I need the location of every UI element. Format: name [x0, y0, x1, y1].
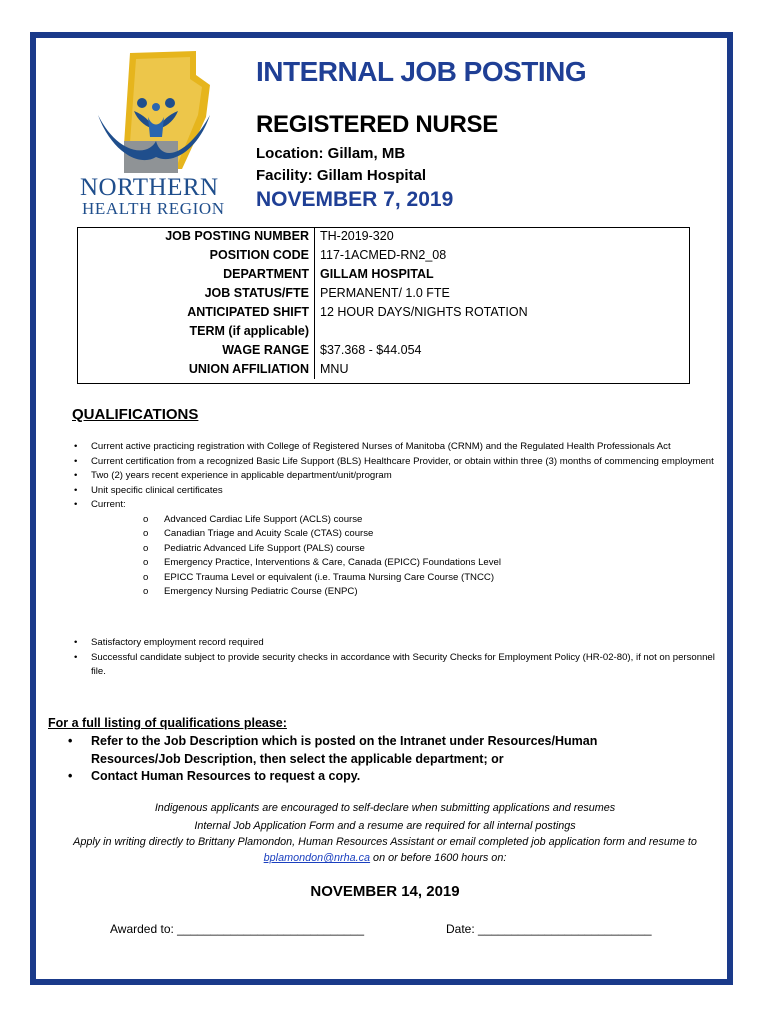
- qualification-text: Satisfactory employment record required: [91, 637, 264, 648]
- table-row: [77, 360, 690, 379]
- apply-email-line: [40, 852, 730, 864]
- row-value: 12 HOUR DAYS/NIGHTS ROTATION: [315, 303, 691, 322]
- qualification-text: Unit specific clinical certificates: [91, 484, 223, 496]
- certification-text: Canadian Triage and Acuity Scale (CTAS) course: [164, 528, 374, 539]
- table-row: [77, 322, 690, 341]
- bullet-icon: •: [74, 441, 78, 452]
- certification-text: Advanced Cardiac Life Support (ACLS) course: [164, 513, 363, 525]
- logo-wordmark-health-region: HEALTH REGION: [82, 199, 225, 218]
- row-value: [315, 322, 691, 341]
- list-item: [143, 571, 717, 586]
- list-item: [72, 498, 717, 600]
- current-certifications-list: [91, 513, 717, 600]
- instruction-text: Refer to the Job Description which is posted on the Intranet under Resources/Human Resources/Job Description, then select the applicable department; or: [91, 734, 598, 766]
- qualification-text: Successful candidate subject to provide security checks in accordance with Security Checks for Employment Policy (HR-02-80), if not on personnel file.: [91, 651, 715, 677]
- qualification-text: Two (2) years recent experience in applicable department/unit/program: [91, 470, 392, 481]
- row-value: PERMANENT/ 1.0 FTE: [315, 284, 691, 303]
- bullet-icon: •: [74, 470, 78, 481]
- row-label: POSITION CODE: [209, 248, 309, 262]
- row-label: WAGE RANGE: [222, 343, 309, 357]
- list-item: [72, 651, 717, 680]
- list-item: [66, 768, 686, 786]
- table-row: [77, 227, 690, 246]
- row-value: $37.368 - $44.054: [315, 341, 691, 360]
- row-label: DEPARTMENT: [223, 267, 309, 281]
- bullet-icon: •: [68, 769, 73, 783]
- list-item: [72, 484, 717, 499]
- certification-text: Emergency Practice, Interventions & Care, Canada (EPICC) Foundations Level: [164, 557, 502, 568]
- bullet-icon: •: [74, 651, 78, 663]
- row-label: UNION AFFILIATION: [188, 362, 309, 376]
- circle-bullet-icon: o: [143, 528, 149, 539]
- job-info-table: [77, 227, 690, 379]
- list-item: [72, 469, 717, 484]
- row-value: GILLAM HOSPITAL: [315, 265, 691, 284]
- row-value: TH-2019-320: [315, 227, 691, 246]
- bullet-icon: •: [74, 455, 78, 467]
- qualification-text: Current active practicing registration with College of Registered Nurses of Manitoba (CRNM) and the Regulated Health Professionals Act: [91, 441, 671, 452]
- table-row: [77, 284, 690, 303]
- qualifications-heading: QUALIFICATIONS: [72, 406, 199, 423]
- qualification-text: Current:: [91, 499, 126, 510]
- circle-bullet-icon: o: [143, 586, 149, 597]
- list-item: [143, 513, 717, 528]
- full-listing-list: [66, 733, 686, 786]
- list-item: [143, 585, 717, 600]
- closing-date: NOVEMBER 14, 2019: [310, 883, 460, 900]
- circle-bullet-icon: o: [143, 513, 149, 525]
- full-listing-heading: For a full listing of qualifications please:: [48, 716, 287, 730]
- circle-bullet-icon: o: [143, 571, 149, 583]
- qualifications-list-continued: [72, 636, 717, 680]
- instruction-text: Contact Human Resources to request a copy.: [91, 769, 361, 783]
- table-row: [77, 341, 690, 360]
- date-field: Date: __________________________: [446, 922, 652, 936]
- row-label: JOB STATUS/FTE: [204, 286, 309, 300]
- apply-deadline-text: on or before 1600 hours on:: [370, 852, 507, 864]
- application-requirement-note: Internal Job Application Form and a resume are required for all internal postings: [194, 820, 576, 832]
- posting-title: INTERNAL JOB POSTING: [256, 56, 587, 87]
- list-item: [143, 556, 717, 571]
- certification-text: EPICC Trauma Level or equivalent (i.e. Trauma Nursing Care Course (TNCC): [164, 571, 495, 583]
- qualifications-list: [72, 440, 717, 600]
- list-item: [143, 527, 717, 542]
- row-label: TERM (if applicable): [189, 324, 309, 338]
- logo-wordmark-northern: NORTHERN: [80, 174, 219, 201]
- list-item: [143, 542, 717, 557]
- bullet-icon: •: [74, 499, 78, 510]
- job-location: Location: Gillam, MB: [256, 145, 406, 162]
- table-row: [77, 265, 690, 284]
- circle-bullet-icon: o: [143, 542, 149, 554]
- list-item: [72, 440, 717, 455]
- job-facility: Facility: Gillam Hospital: [256, 167, 427, 184]
- job-role: REGISTERED NURSE: [256, 111, 498, 138]
- row-value: MNU: [315, 360, 691, 379]
- apply-instructions: Apply in writing directly to Brittany Plamondon, Human Resources Assistant or email completed job application form and resume to: [73, 836, 697, 848]
- awarded-to-field: Awarded to: ____________________________: [110, 922, 365, 936]
- certification-text: Emergency Nursing Pediatric Course (ENPC): [164, 586, 358, 597]
- list-item: [72, 636, 717, 651]
- table-row: [77, 303, 690, 322]
- row-label: JOB POSTING NUMBER: [165, 229, 309, 243]
- indigenous-note: Indigenous applicants are encouraged to self-declare when submitting applications and resumes: [154, 802, 616, 814]
- bullet-icon: •: [74, 637, 78, 648]
- posting-date: NOVEMBER 7, 2019: [256, 188, 454, 211]
- row-value: 117-1ACMED-RN2_08: [315, 246, 691, 265]
- certification-text: Pediatric Advanced Life Support (PALS) course: [164, 542, 365, 554]
- bullet-icon: •: [74, 484, 78, 496]
- list-item: [66, 733, 686, 768]
- table-row: [77, 246, 690, 265]
- circle-bullet-icon: o: [143, 557, 149, 568]
- bullet-icon: •: [68, 734, 73, 748]
- row-label: ANTICIPATED SHIFT: [187, 305, 309, 319]
- email-link[interactable]: bplamondon@nrha.ca: [263, 852, 371, 864]
- qualification-text: Current certification from a recognized Basic Life Support (BLS) Healthcare Provider, or obtain within three (3) months of commencing employment: [91, 455, 714, 467]
- list-item: [72, 455, 717, 470]
